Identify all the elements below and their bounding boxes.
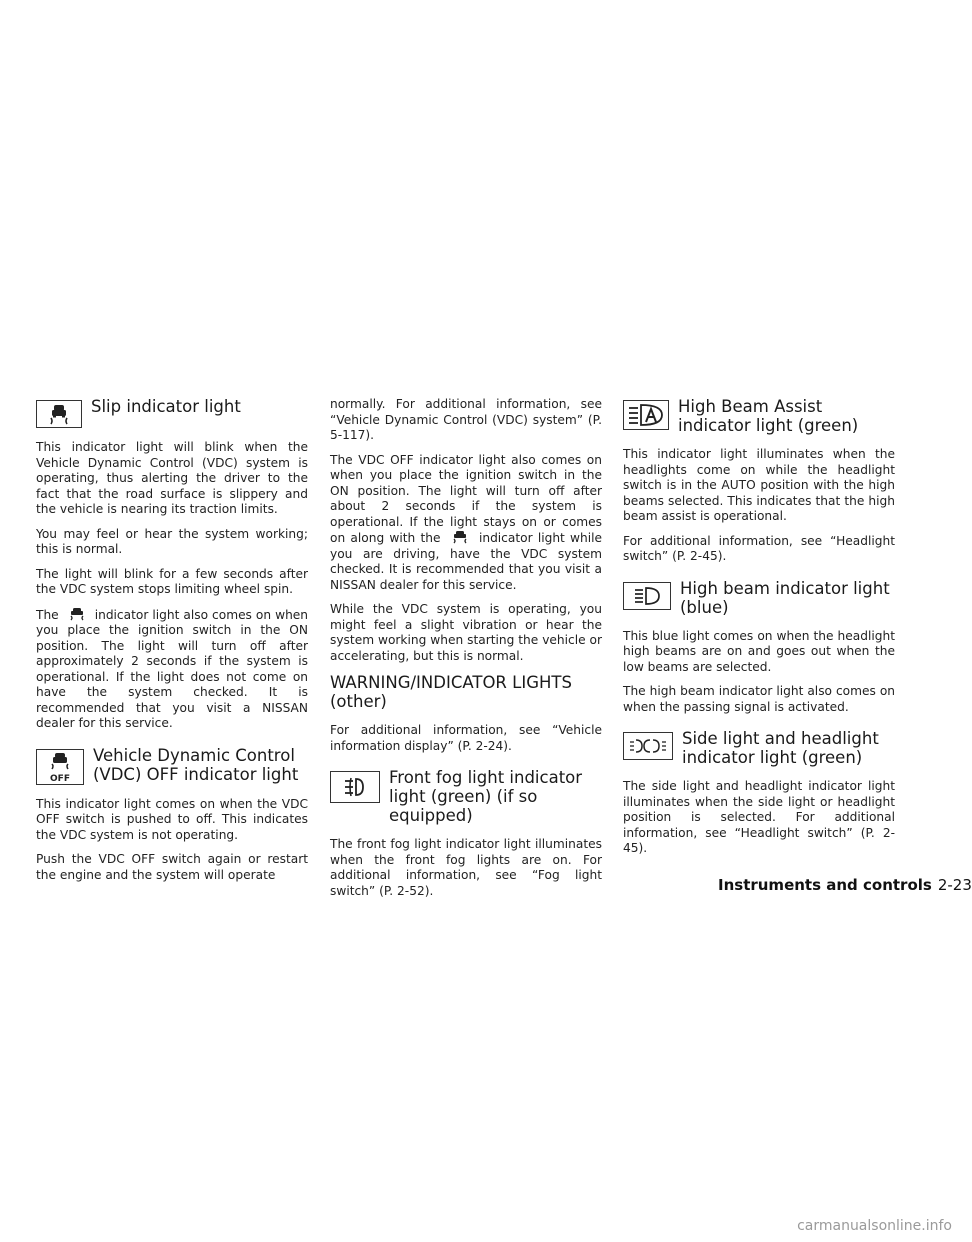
slip-paragraph-1: This indicator light will blink when the Vehicle Dynamic Control (VDC) system is operating, thus alerting the driver to the fact that the road surface is slippery and the vehicle is nearing its traction limits. [36,440,308,516]
vdc-off-paragraph-3: normally. For additional information, see “Vehicle Dynamic Control (VDC) system” (P. 5-117). [330,397,602,442]
column-left [36,397,308,892]
front-fog-heading [330,768,602,825]
slip-inline-icon-2 [446,530,474,544]
slip-icon [36,400,82,428]
high-beam-assist-title: High Beam Assist indicator light (green) [678,397,859,435]
high-beam-assist-icon [623,400,669,430]
warning-paragraph: For additional information, see “Vehicle information display” (P. 2-24). [330,723,602,753]
vdc-p4-start: The VDC OFF indicator light also comes on when you place the ignition switch in the ON position. The light will turn off after about 2 seconds if the system is operational. If the light stays on or comes on along with the [330,452,602,545]
high-beam-assist-paragraph-2: For additional information, see “Headlight switch” (P. 2-45). [623,533,895,563]
high-beam-title: High beam indicator light (blue) [680,578,890,617]
column-right [623,397,895,866]
front-fog-paragraph: The front fog light indicator light illuminates when the front fog lights are on. For additional information, see “Fog light switch” (P. 2-52). [330,837,602,898]
high-beam-paragraph-1: This blue light comes on when the headlight high beams are on and goes out when the low beams are selected. [623,628,895,674]
slip-paragraph-4 [36,607,308,732]
slip-paragraph-2: You may feel or hear the system working; this is normal. [36,526,308,556]
high-beam-assist-paragraph-1: This indicator light illuminates when the headlights come on while the headlight switch is in the AUTO position with the high beams selected. This indicates that the high beam assist is operational. [623,447,895,523]
side-light-title: Side light and headlight indicator light (green) [682,729,879,767]
vdc-off-paragraph-1: This indicator light comes on when the VDC OFF switch is pushed to off. This indicates the VDC system is not operating. [36,796,308,842]
vdc-off-paragraph-2: Push the VDC OFF switch again or restart the engine and the system will operate [36,852,308,882]
front-fog-title: Front fog light indicator light (green) (if so equipped) [389,768,583,825]
high-beam-icon [623,582,671,610]
vdc-p4-end: indicator light while you are driving, have the VDC system checked. It is recommended that you visit a NISSAN dealer for this service. [330,531,603,592]
footer-section-title: Instruments and controls [718,876,932,894]
column-middle [330,397,602,908]
vdc-off-paragraph-5: While the VDC system is operating, you might feel a slight vibration or hear the system working when starting the vehicle or accelerating, but this is normal. [330,602,602,663]
front-fog-icon [330,771,380,803]
vdc-off-paragraph-4 [330,453,602,594]
side-light-heading [623,729,895,767]
slip-heading [36,397,308,428]
watermark-text: carmanualsonline.info [797,1218,952,1234]
page-number: 2-23 [937,876,972,894]
slip-paragraph-3: The light will blink for a few seconds after the VDC system stops limiting wheel spin. [36,566,308,596]
slip-title: Slip indicator light [91,397,241,416]
high-beam-heading [623,579,895,617]
vdc-off-heading [36,746,308,785]
side-light-icon [623,732,673,760]
vdc-off-icon [36,749,84,785]
slip-p4-end: indicator light also comes on when you place the ignition switch in the ON position. The light will turn off after approximately 2 seconds if the system is operational. If the light does not come on have the system checked. It is recommended that you visit a NISSAN dealer for this service. [36,607,309,730]
vdc-off-icon-text: OFF [50,773,70,784]
high-beam-paragraph-2: The high beam indicator light also comes on when the passing signal is activated. [623,684,895,714]
slip-p4-start: The [36,607,59,622]
warning-indicator-title: WARNING/INDICATOR LIGHTS (other) [330,673,572,711]
side-light-paragraph: The side light and headlight indicator light illuminates when the side light or headlight position is selected. For additional information, see “Headlight switch” (P. 2-45). [623,779,895,855]
slip-inline-icon [63,607,91,621]
vdc-off-title: Vehicle Dynamic Control (VDC) OFF indicator light [93,745,299,784]
page-footer [718,876,972,894]
high-beam-assist-heading [623,397,895,435]
